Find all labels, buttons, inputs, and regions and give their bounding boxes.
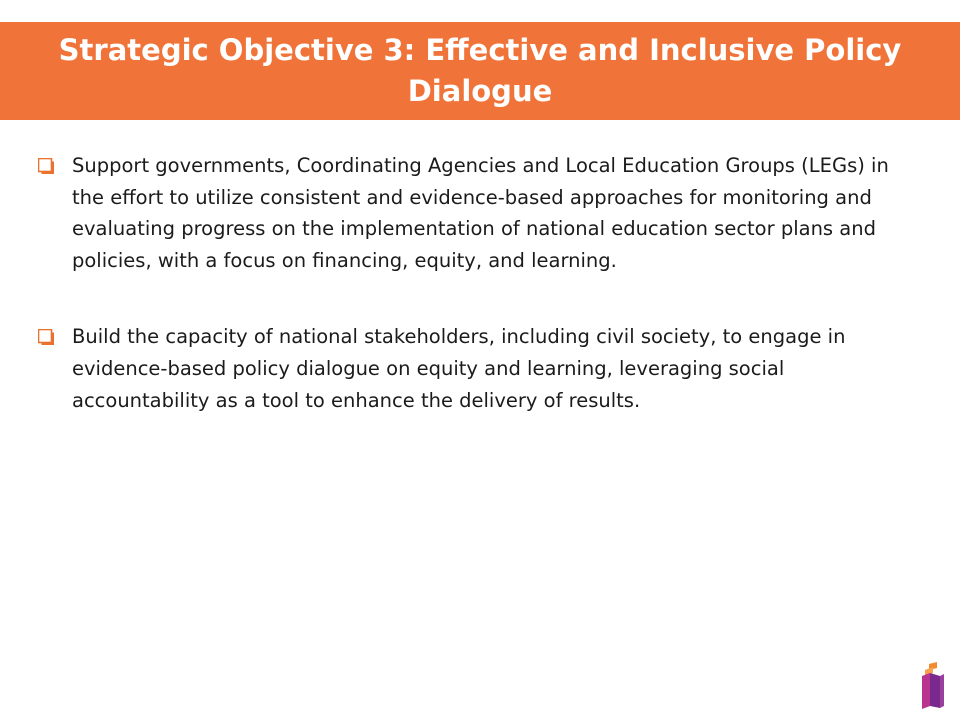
- bullet-text: Build the capacity of national stakeholders, including civil society, to engage in evidence-based policy dialogue on equity and learning, leveraging social accountability as a tool to enhance the delivery of results.: [72, 325, 846, 412]
- bullet-item: [38, 150, 898, 276]
- title-bar: [0, 22, 960, 120]
- bullet-list: [38, 150, 898, 416]
- bullet-item: [38, 321, 898, 416]
- checkbox-square-icon: [38, 158, 54, 174]
- bullet-text: Support governments, Coordinating Agencies and Local Education Groups (LEGs) in the effort to utilize consistent and evidence-based approaches for monitoring and evaluating progress on the implementation of national education sector plans and policies, with a focus on financing, equity, and learning.: [72, 154, 889, 272]
- checkbox-square-icon: [38, 329, 54, 345]
- slide-title: Strategic Objective 3: Effective and Inclusive Policy Dialogue: [58, 33, 902, 108]
- book-stack-logo-icon: [920, 662, 946, 710]
